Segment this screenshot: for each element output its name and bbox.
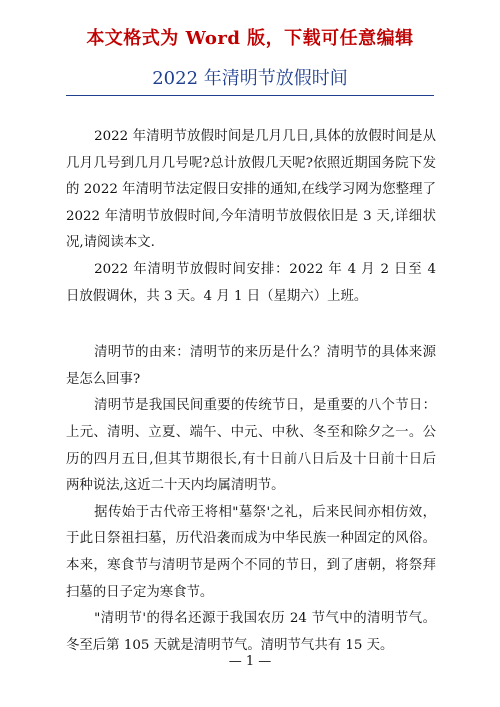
paragraph-intro: 2022 年清明节放假时间是几月几日,具体的放假时间是从几月几号到几月几号呢?总计放假几天呢?依照近期国务院下发的 2022 年清明节法定假日安排的通知,在线学习网为您整理了 2022 年清明节放假时间,今年清明节放假依旧是 3 天,详细状况,请阅读本文. bbox=[66, 129, 436, 251]
format-banner: 本文格式为 Word 版，下载可任意编辑 bbox=[86, 28, 414, 49]
paragraph-schedule: 2022 年清明节放假时间安排：2022 年 4 月 2 日至 4 日放假调休，共 3 天。4 月 1 日（星期六）上班。 bbox=[66, 261, 436, 304]
page-number: — 1 — bbox=[228, 654, 272, 669]
document-title: 2022 年清明节放假时间 bbox=[152, 68, 348, 89]
paragraph-festival-info: 清明节是我国民间重要的传统节日，是重要的八个节日：上元、清明、立夏、端午、中元、中秋、冬至和除夕之一。公历的四月五日,但其节期很长,有十日前八日后及十日前十日后两种说法,这近二十天内均属清明节。 bbox=[66, 398, 436, 494]
paragraph-history: 据传始于古代帝王将相"墓祭'之礼，后来民间亦相仿效，于此日祭祖扫墓，历代沿袭而成为中华民族一种固定的风俗。本来，寒食节与清明节是两个不同的节日，到了唐朝，将祭拜扫墓的日子定为寒食节。 bbox=[66, 504, 436, 600]
paragraph-origin-question: 清明节的由来：清明节的来历是什么？清明节的具体来源是怎么回事? bbox=[66, 345, 436, 387]
document-body bbox=[66, 124, 436, 659]
paragraph-name-origin: "清明节'的得名还源于我国农历 24 节气中的清明节气。冬至后第 105 天就是清明节气。清明节气共有 15 天。 bbox=[66, 611, 436, 653]
title-divider bbox=[66, 95, 434, 96]
